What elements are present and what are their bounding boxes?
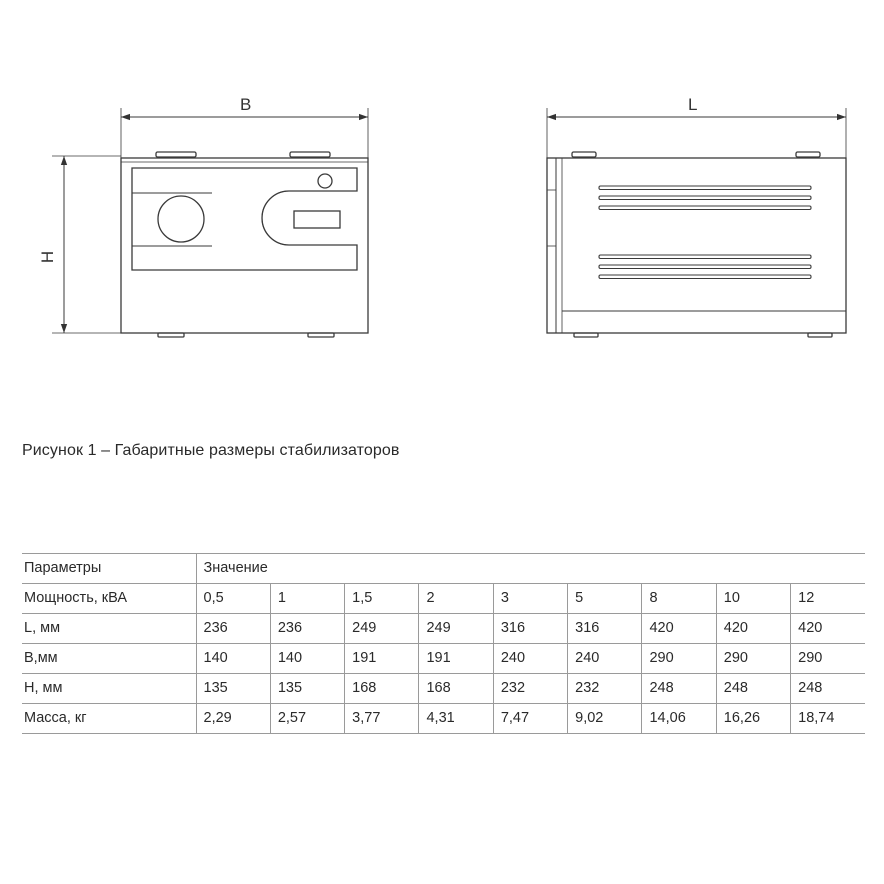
table-cell: 4,31 (419, 704, 493, 734)
table-cell: 5 (568, 584, 642, 614)
specifications-table (22, 553, 865, 734)
table-cell: 3 (493, 584, 567, 614)
table-cell: 191 (345, 644, 419, 674)
side-vent-lower (599, 255, 811, 279)
table-row (22, 614, 865, 644)
side-view (547, 108, 846, 337)
front-foot-right (308, 333, 334, 337)
table-cell: 236 (196, 614, 270, 644)
front-top-rail-left (156, 152, 196, 157)
table-cell: 2,57 (270, 704, 344, 734)
table-cell: 249 (419, 614, 493, 644)
row-label: H, мм (22, 674, 196, 704)
table-cell: 290 (642, 644, 716, 674)
table-header-row (22, 554, 865, 584)
table-row (22, 674, 865, 704)
table-cell: 248 (791, 674, 865, 704)
side-top-rail-right (796, 152, 820, 157)
table-cell: 8 (642, 584, 716, 614)
front-foot-left (158, 333, 184, 337)
dimension-label-l: L (688, 95, 698, 114)
table-cell: 316 (493, 614, 567, 644)
side-top-rail-left (572, 152, 596, 157)
table-cell: 2 (419, 584, 493, 614)
table-cell: 236 (270, 614, 344, 644)
table-cell: 10 (716, 584, 790, 614)
table-cell: 135 (270, 674, 344, 704)
table-cell: 14,06 (642, 704, 716, 734)
row-label: В,мм (22, 644, 196, 674)
table-cell: 9,02 (568, 704, 642, 734)
row-label: Масса, кг (22, 704, 196, 734)
front-panel-display (294, 211, 340, 228)
table-cell: 168 (419, 674, 493, 704)
header-values: Значение (196, 554, 865, 584)
table-cell: 240 (493, 644, 567, 674)
table-cell: 16,26 (716, 704, 790, 734)
table-cell: 248 (716, 674, 790, 704)
dimension-label-h: H (38, 250, 57, 264)
front-view (52, 108, 368, 337)
front-panel-indicator (318, 174, 332, 188)
table-cell: 420 (642, 614, 716, 644)
table-cell: 7,47 (493, 704, 567, 734)
front-panel-display-recess (262, 191, 289, 245)
table-cell: 140 (196, 644, 270, 674)
table-row (22, 704, 865, 734)
row-label: L, мм (22, 614, 196, 644)
technical-drawing (0, 0, 884, 400)
table-cell: 2,29 (196, 704, 270, 734)
table-cell: 140 (270, 644, 344, 674)
table-cell: 135 (196, 674, 270, 704)
table-cell: 316 (568, 614, 642, 644)
table-cell: 420 (716, 614, 790, 644)
table-cell: 290 (791, 644, 865, 674)
table-row (22, 584, 865, 614)
table-cell: 240 (568, 644, 642, 674)
table-cell: 232 (493, 674, 567, 704)
table-row (22, 644, 865, 674)
row-label: Мощность, кВА (22, 584, 196, 614)
table-cell: 1 (270, 584, 344, 614)
side-foot-right (808, 333, 832, 337)
table-cell: 0,5 (196, 584, 270, 614)
side-body (547, 158, 846, 333)
front-panel-dial (158, 196, 204, 242)
table-cell: 168 (345, 674, 419, 704)
table-cell: 248 (642, 674, 716, 704)
table-cell: 191 (419, 644, 493, 674)
table-cell: 290 (716, 644, 790, 674)
figure-caption: Рисунок 1 – Габаритные размеры стабилизаторов (22, 442, 400, 459)
side-vent-upper (599, 186, 811, 210)
dimension-label-b: B (240, 95, 252, 114)
table-cell: 1,5 (345, 584, 419, 614)
table-cell: 249 (345, 614, 419, 644)
table-cell: 420 (791, 614, 865, 644)
table-cell: 18,74 (791, 704, 865, 734)
header-parameters: Параметры (22, 554, 196, 584)
table-cell: 232 (568, 674, 642, 704)
front-top-rail-right (290, 152, 330, 157)
front-panel (132, 168, 357, 270)
side-foot-left (574, 333, 598, 337)
table-cell: 3,77 (345, 704, 419, 734)
table-cell: 12 (791, 584, 865, 614)
